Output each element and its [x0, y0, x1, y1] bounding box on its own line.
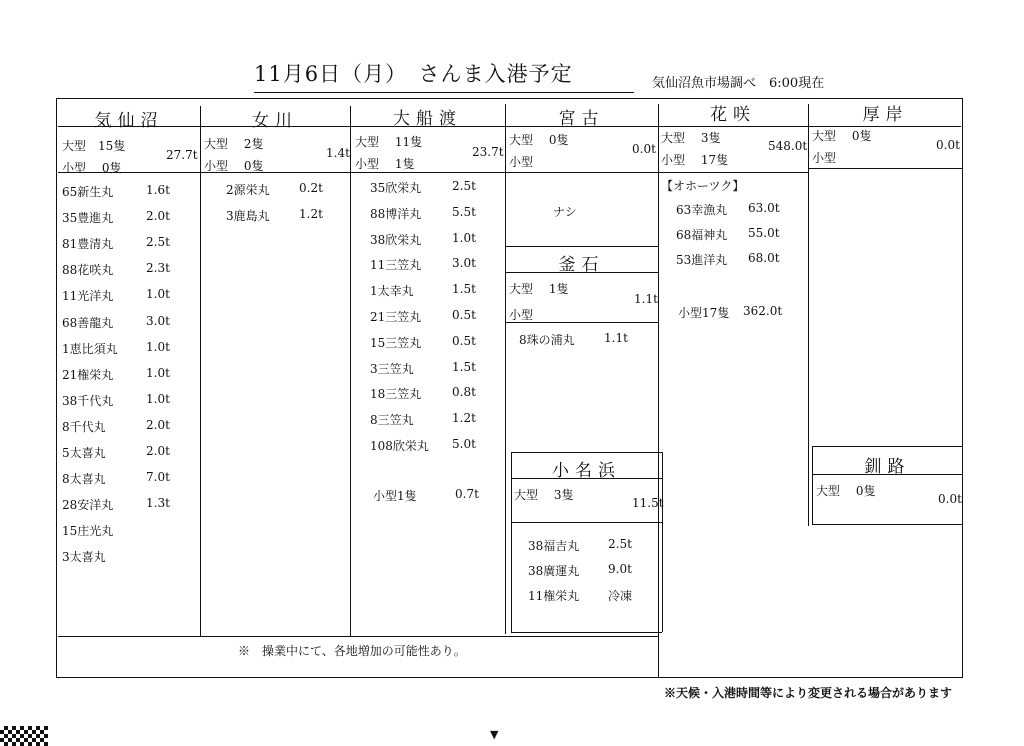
divider [511, 632, 662, 633]
vessel-weight: 1.0t [146, 391, 170, 406]
port-name-kesennuma: 気仙沼 [94, 111, 164, 131]
kamaishi-vessel: 8珠の浦丸 [519, 333, 575, 347]
vessel-row [62, 366, 113, 383]
vessel-name: 15三笠丸 [370, 335, 422, 350]
hanasaki-small-weight: 362.0t [743, 304, 783, 318]
vessel-name: 15庄光丸 [62, 524, 114, 539]
vessel-row [370, 256, 421, 273]
vessel-weight: 3.0t [452, 256, 476, 271]
vessel-name: 65新生丸 [62, 185, 114, 199]
vessel-weight: 2.0t [146, 209, 170, 224]
operating-note: ※ 操業中にて、各地増加の可能性あり。 [238, 644, 466, 658]
vessel-row [370, 205, 421, 222]
vessel-weight: 1.0t [452, 230, 476, 245]
vessel-row [370, 385, 421, 402]
vessel-row [370, 411, 414, 428]
vessel-row [370, 282, 414, 299]
vessel-row [62, 418, 106, 435]
vessel-name: 5太喜丸 [62, 446, 106, 460]
vessel-name: 1恵比須丸 [62, 341, 118, 356]
divider [505, 104, 506, 634]
divider [812, 524, 963, 525]
vessel-row [528, 587, 579, 604]
vessel-name: 108欣栄丸 [370, 439, 429, 453]
vessel-weight: 1.0t [146, 365, 170, 380]
vessel-row [370, 360, 414, 377]
vessel-name: 38廣運丸 [528, 564, 580, 578]
vessel-weight: 1.2t [452, 411, 476, 426]
vessel-row [528, 562, 579, 579]
vessel-weight: 63.0t [748, 201, 780, 215]
vessel-weight: 68.0t [748, 251, 780, 265]
kamaishi-total: 1.1t [634, 292, 658, 306]
ofunato-large: 大型 11隻 [355, 135, 423, 149]
vessel-name: 8千代丸 [62, 419, 106, 434]
vessel-row [370, 179, 421, 196]
hanasaki-section: 【オホーツク】 [661, 179, 745, 193]
kamaishi-vessel-weight: 1.1t [604, 331, 628, 345]
vessel-row [62, 340, 118, 357]
vessel-row [62, 183, 113, 200]
ofunato-total: 23.7t [472, 145, 504, 159]
ofunato-small: 小型 1隻 [355, 157, 415, 171]
vessel-weight: 9.0t [608, 562, 632, 576]
vessel-weight: 1.5t [452, 282, 476, 297]
ofunato-small-weight: 0.7t [455, 487, 479, 501]
akkeshi-small: 小型 [812, 151, 837, 165]
divider [658, 172, 808, 173]
vessel-row [62, 470, 106, 487]
onagawa-total: 1.4t [326, 146, 350, 160]
vessel-name: 3鹿島丸 [226, 209, 270, 223]
vessel-weight: 1.3t [146, 496, 170, 511]
vessel-name: 11権栄丸 [528, 589, 580, 603]
vessel-weight: 2.0t [146, 444, 170, 458]
divider [505, 246, 658, 247]
vessel-name: 38欣栄丸 [370, 232, 422, 247]
vessel-row [370, 231, 421, 248]
vessel-weight: 0.8t [452, 385, 476, 400]
divider [511, 452, 662, 453]
port-name-onahama: 小名浜 [552, 461, 621, 481]
vessel-row [676, 251, 727, 268]
down-arrow-icon: ▼ [490, 728, 499, 741]
port-name-ofunato: 大船渡 [393, 109, 462, 129]
miyako-total: 0.0t [632, 142, 656, 156]
vessel-name: 68福神丸 [676, 228, 728, 242]
onahama-large: 大型 3隻 [514, 488, 574, 502]
vessel-weight: 0.2t [299, 181, 323, 195]
vessel-row [62, 314, 113, 331]
hanasaki-large: 大型 3隻 [661, 131, 721, 145]
port-name-onagawa: 女川 [252, 111, 298, 131]
port-name-akkeshi: 厚岸 [862, 105, 909, 125]
port-name-miyako: 宮古 [558, 109, 605, 129]
footer-note: ※天候・入港時間等により変更される場合があります [664, 686, 953, 700]
kushiro-total: 0.0t [938, 492, 962, 506]
vessel-name: 38福吉丸 [528, 539, 580, 553]
port-name-kamaishi: 釜石 [558, 255, 605, 275]
divider [812, 446, 963, 447]
vessel-weight: 1.6t [146, 183, 170, 197]
vessel-row [226, 181, 270, 198]
divider [200, 106, 201, 636]
divider [350, 106, 351, 636]
onahama-total: 11.5t [632, 496, 664, 510]
vessel-weight: 55.0t [748, 226, 780, 240]
divider [662, 452, 663, 632]
vessel-row [62, 496, 113, 513]
vessel-name: 88博洋丸 [370, 206, 422, 221]
akkeshi-large: 大型 0隻 [812, 129, 872, 143]
kamaishi-small: 小型 [509, 308, 534, 322]
vessel-row [676, 226, 727, 243]
vessel-weight: 0.5t [452, 333, 476, 348]
vessel-row [370, 308, 421, 325]
vessel-weight: 3.0t [146, 313, 170, 328]
vessel-name: 35欣栄丸 [370, 181, 422, 195]
onagawa-small: 小型 0隻 [204, 159, 264, 173]
vessel-name: 11三笠丸 [370, 258, 422, 273]
kesennuma-large: 大型 15隻 [62, 139, 126, 153]
kesennuma-total: 27.7t [166, 148, 198, 162]
vessel-weight: 1.2t [299, 207, 323, 221]
vessel-name: 3三笠丸 [370, 361, 414, 376]
akkeshi-total: 0.0t [936, 138, 960, 152]
vessel-weight: 1.0t [146, 339, 170, 354]
vessel-weight: 5.5t [452, 204, 476, 219]
vessel-row [676, 201, 727, 218]
ofunato-small-line: 小型1隻 [373, 489, 417, 503]
vessel-name: 21権栄丸 [62, 367, 114, 382]
vessel-weight: 5.0t [452, 437, 476, 451]
divider [58, 636, 658, 637]
vessel-weight: 2.5t [146, 235, 170, 250]
miyako-small: 小型 [509, 155, 534, 169]
divider [808, 168, 963, 169]
onagawa-large: 大型 2隻 [204, 137, 264, 151]
vessel-row [62, 392, 113, 409]
kesennuma-small: 小型 0隻 [62, 161, 122, 175]
page-title: 11月6日（月） さんま入港予定 [254, 58, 634, 93]
vessel-row [62, 444, 106, 461]
divider [658, 104, 659, 678]
vessel-row [62, 548, 106, 565]
vessel-row [370, 334, 421, 351]
vessel-name: 11光洋丸 [62, 289, 114, 304]
vessel-name: 81豊清丸 [62, 237, 114, 252]
hanasaki-small-line: 小型17隻 [678, 306, 730, 320]
vessel-name: 63幸漁丸 [676, 203, 728, 217]
vessel-name: 2源栄丸 [226, 183, 270, 197]
vessel-name: 8太喜丸 [62, 472, 106, 487]
vessel-weight: 2.5t [608, 537, 632, 551]
miyako-none: ナシ [553, 205, 577, 219]
vessel-name: 68善龍丸 [62, 315, 114, 330]
vessel-row [528, 537, 579, 554]
miyako-large: 大型 0隻 [509, 133, 569, 147]
scan-edge-pattern [0, 726, 48, 746]
hanasaki-total: 548.0t [768, 139, 808, 153]
vessel-name: 3太喜丸 [62, 550, 106, 565]
vessel-row [62, 287, 113, 304]
vessel-name: 35豊進丸 [62, 211, 114, 226]
vessel-name: 18三笠丸 [370, 387, 422, 402]
vessel-row [62, 209, 113, 226]
vessel-weight: 冷凍 [608, 589, 633, 603]
vessel-row [62, 522, 113, 539]
kushiro-large: 大型 0隻 [816, 484, 876, 498]
vessel-row [370, 437, 429, 454]
hanasaki-small: 小型 17隻 [661, 153, 729, 167]
vessel-name: 1太幸丸 [370, 284, 414, 299]
vessel-name: 38千代丸 [62, 393, 114, 408]
vessel-weight: 2.0t [146, 417, 170, 432]
port-name-kushiro: 釧路 [864, 457, 911, 477]
port-name-hanasaki: 花咲 [710, 105, 756, 125]
vessel-row [62, 261, 113, 278]
arrival-table [56, 98, 963, 678]
vessel-weight: 7.0t [146, 470, 170, 485]
vessel-row [62, 235, 113, 252]
vessel-weight: 1.5t [452, 359, 476, 374]
divider [511, 522, 662, 523]
vessel-weight: 2.3t [146, 261, 170, 276]
vessel-weight: 1.0t [146, 287, 170, 302]
kamaishi-large: 大型 1隻 [509, 282, 569, 296]
vessel-name: 8三笠丸 [370, 413, 414, 428]
vessel-name: 53進洋丸 [676, 253, 728, 267]
vessel-name: 88花咲丸 [62, 263, 114, 278]
divider [658, 246, 659, 324]
vessel-name: 28安洋丸 [62, 498, 114, 513]
vessel-name: 21三笠丸 [370, 310, 422, 324]
vessel-weight: 2.5t [452, 179, 476, 193]
vessel-row [226, 207, 270, 224]
survey-note: 気仙沼魚市場調べ 6:00現在 [652, 76, 825, 91]
vessel-weight: 0.5t [452, 308, 476, 322]
